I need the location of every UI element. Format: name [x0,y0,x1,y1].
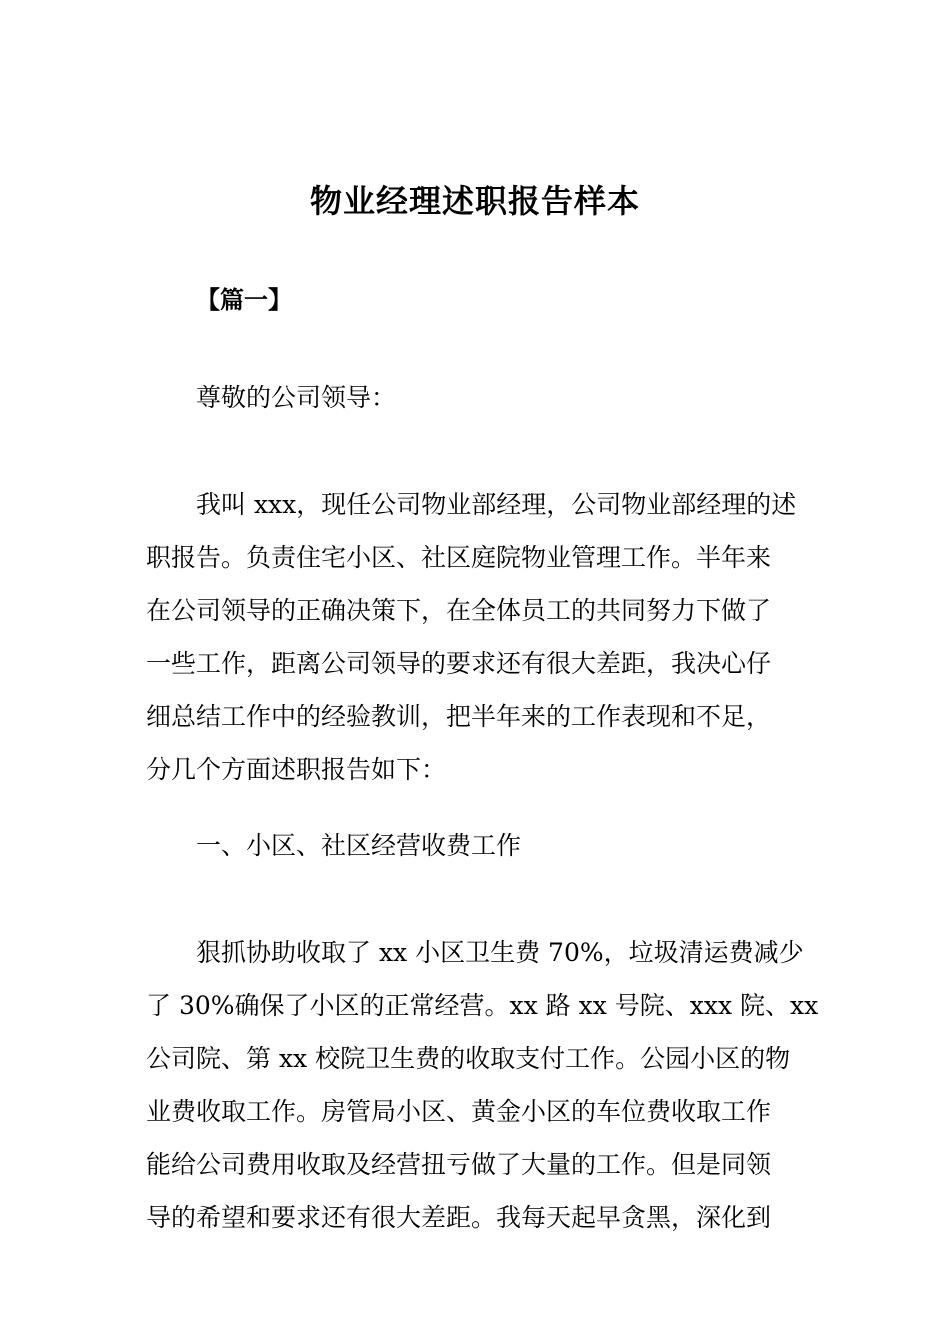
paragraph-2-line: 导的希望和要求还有很大差距。我每天起早贪黑，深化到 [146,1203,772,1232]
paragraph-1-line: 分几个方面述职报告如下： [146,755,447,784]
paragraph-2-line: 能给公司费用收取及经营扭亏做了大量的工作。但是同领 [146,1150,772,1179]
paragraph-2-line: 业费收取工作。房管局小区、黄金小区的车位费收取工作 [146,1097,772,1126]
section-heading-1: 一、小区、社区经营收费工作 [196,831,522,860]
paragraph-2 [146,926,819,1244]
section-label: 【篇一】 [196,286,292,314]
paragraph-1-line: 在公司领导的正确决策下，在全体员工的共同努力下做了 [146,596,772,625]
salutation: 尊敬的公司领导： [196,383,397,412]
paragraph-1-line: 细总结工作中的经验教训，把半年来的工作表现和不足， [146,702,772,731]
document-title: 物业经理述职报告样本 [309,182,640,220]
paragraph-1-line: 职报告。负责住宅小区、社区庭院物业管理工作。半年来 [146,543,772,572]
paragraph-1 [146,478,810,796]
paragraph-2-line: 了 30%确保了小区的正常经营。xx 路 xx 号院、xxx 院、xx [146,991,819,1020]
paragraph-1-line: 我叫 xxx，现任公司物业部经理，公司物业部经理的述 [146,490,797,519]
paragraph-1-line: 一些工作，距离公司领导的要求还有很大差距，我决心仔 [146,649,772,678]
paragraph-2-line: 狠抓协助收取了 xx 小区卫生费 70%，垃圾清运费减少 [146,938,804,967]
paragraph-2-line: 公司院、第 xx 校院卫生费的收取支付工作。公园小区的物 [146,1044,791,1073]
